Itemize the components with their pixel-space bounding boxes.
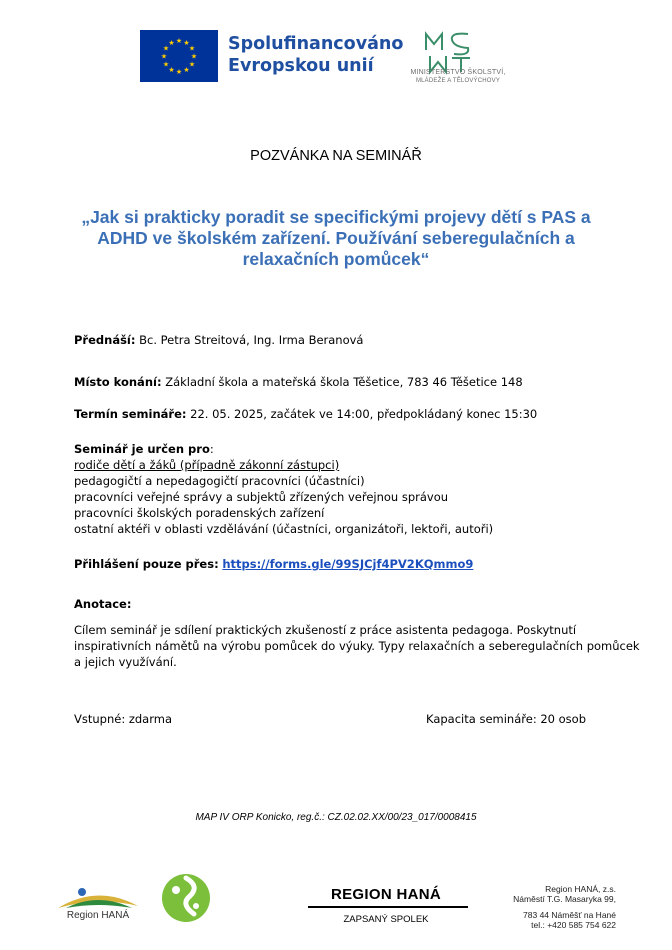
annotation-text <box>74 622 640 670</box>
venue-value: Základní škola a mateřská škola Těšetice, 783 46 Těšetice 148 <box>161 375 523 389</box>
audience-item: pracovníci školských poradenských zařízení <box>74 506 325 520</box>
msmt-line-2: MLÁDEŽE A TĚLOVÝCHOVY <box>415 78 501 84</box>
eu-cofinanced-text <box>228 33 403 77</box>
registration-row <box>74 556 473 572</box>
annotation-line: inspirativních námětů na výrobu pomůcek do výuky. Typy relaxačních a seberegulačních pomůcek <box>74 639 640 653</box>
audience-block <box>74 441 493 537</box>
msmt-line-1: MINISTERSTVO ŠKOLSTVÍ, <box>410 69 506 76</box>
title-line-2: ADHD ve školském zařízení. Používání seberegulačních a <box>97 228 575 248</box>
region-divider <box>308 906 468 908</box>
audience-label-colon: : <box>209 442 214 456</box>
invitation-heading: POZVÁNKA NA SEMINÁŘ <box>250 148 422 164</box>
svg-text:★: ★ <box>168 66 175 74</box>
eu-line-1: Spolufinancováno <box>228 34 404 54</box>
svg-text:★: ★ <box>183 39 190 47</box>
svg-text:★: ★ <box>175 37 183 45</box>
eu-line-2: Evropskou unií <box>228 56 374 76</box>
audience-item: pracovníci veřejné správy a subjektů zřízených veřejnou správou <box>74 490 449 504</box>
svg-text:★: ★ <box>162 44 170 53</box>
registration-label: Přihlášení pouze přes: <box>74 557 219 571</box>
audience-label: Seminář je určen pro <box>74 442 210 456</box>
svg-text:★: ★ <box>188 44 196 53</box>
lecturers-row <box>74 332 363 348</box>
date-value: 22. 05. 2025, začátek ve 14:00, předpokládaný konec 15:30 <box>186 407 538 421</box>
audience-item: rodiče dětí a žáků (případně zákonní zástupci) <box>74 458 340 472</box>
venue-row <box>74 374 523 390</box>
address-line: Region HANÁ, z.s. <box>545 884 616 894</box>
address-block <box>480 884 616 930</box>
audience-item: pedagogičtí a nepedagogičtí pracovníci (účastníci) <box>74 474 365 488</box>
project-reference: MAP IV ORP Konicko, reg.č.: CZ.02.02.XX/00/23_017/0008415 <box>195 812 477 823</box>
svg-text:★: ★ <box>160 52 168 61</box>
svg-text:★: ★ <box>162 60 170 69</box>
registration-link[interactable]: https://forms.gle/99SJCjf4PV2KQmmo9 <box>222 557 474 571</box>
region-hana-name: REGION HANÁ <box>331 886 441 903</box>
title-line-3: relaxačních pomůcek“ <box>242 249 430 269</box>
address-line: tel.: +420 585 754 622 <box>531 920 616 930</box>
region-hana-type: ZAPSANÝ SPOLEK <box>343 914 429 925</box>
svg-text:★: ★ <box>168 39 175 47</box>
address-line: Náměstí T.G. Masaryka 99, <box>513 894 616 904</box>
lecturers-label: Přednáší: <box>74 333 136 347</box>
annotation-line: a jejich využívání. <box>74 655 177 669</box>
lecturers-value: Bc. Petra Streitová, Ing. Irma Beranová <box>135 333 364 347</box>
date-row <box>74 406 537 422</box>
date-label: Termín semináře: <box>74 407 187 421</box>
msmt-text <box>398 69 518 85</box>
audience-item: ostatní aktéři v oblasti vzdělávání (účastníci, organizátoři, lektoři, autoři) <box>74 522 494 536</box>
audience-heading <box>74 441 493 457</box>
region-hana-logo-label: Region HANÁ <box>66 910 130 921</box>
title-line-1: „Jak si prakticky poradit se specifickými projevy dětí s PAS a <box>81 207 591 227</box>
seminar-title <box>60 207 612 270</box>
eu-flag-icon <box>140 30 218 82</box>
annotation-line: Cílem seminář je sdílení praktických zkušeností z práce asistenta pedagoga. Poskytnutí <box>74 623 577 637</box>
svg-text:★: ★ <box>188 60 196 69</box>
capacity: Kapacita semináře: 20 osob <box>426 712 586 726</box>
venue-label: Místo konání: <box>74 375 162 389</box>
entry-fee: Vstupné: zdarma <box>74 712 173 726</box>
svg-text:★: ★ <box>175 68 183 76</box>
svg-text:★: ★ <box>190 52 198 61</box>
svg-text:★: ★ <box>183 66 190 74</box>
annotation-block <box>74 596 640 670</box>
address-line: 783 44 Náměšť na Hané <box>523 910 616 920</box>
leaf-swirl-logo-icon <box>160 868 212 928</box>
annotation-label: Anotace: <box>74 597 132 611</box>
